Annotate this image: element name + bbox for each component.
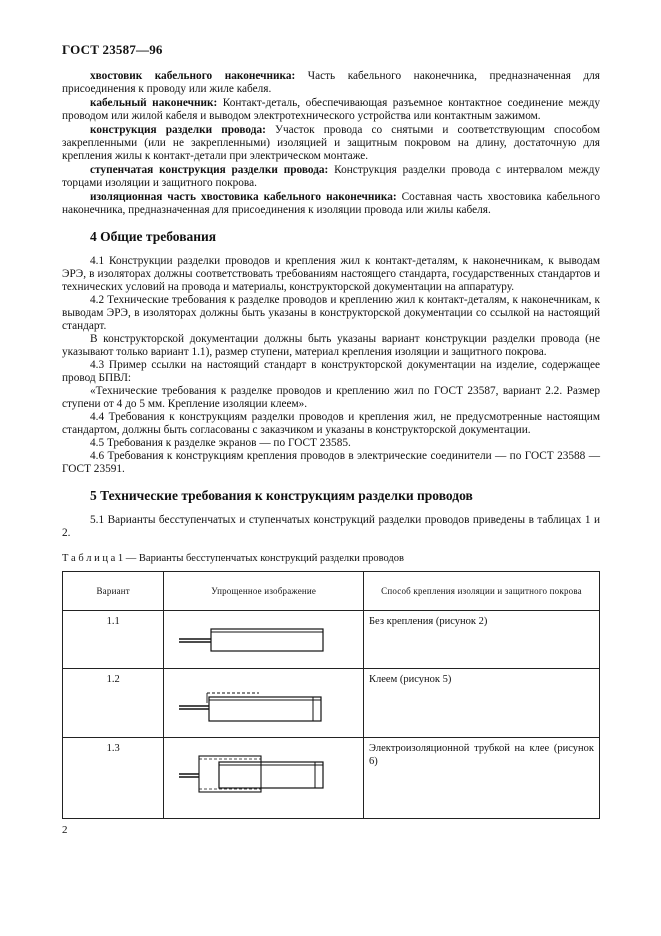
cell-variant: 1.2 [63, 669, 164, 738]
paragraph-4-2-cont: В конструкторской документации должны быть указаны вариант конструкции разделки провода (не указывают только вариант 1.1), размер ступени, материал крепления изоляции и защитного покрова. [62, 333, 600, 358]
paragraph-4-5: 4.5 Требования к разделке экранов — по ГОСТ 23585. [90, 437, 351, 449]
paragraph-4-6: 4.6 Требования к конструкциям крепления проводов в электрические соединители — по ГОСТ 23588 — ГОСТ 23591. [62, 450, 600, 475]
section-4-heading: 4 Общие требования [90, 229, 217, 244]
definition-text: Участок провода со снятыми и соответствующим способом закрепленными (или не закрепленными) изоляцией и защитным покровом на длину, достаточную для крепления жилы к контакт-детали при электрическом монтаже. [62, 124, 600, 162]
definition-tail-of-cable-lug [62, 70, 600, 96]
document-header: ГОСТ 23587—96 [62, 42, 163, 57]
wire-drawing-variant-1-3 [169, 742, 339, 804]
table-1 [62, 571, 600, 819]
table-row [63, 738, 600, 819]
table-header-row [63, 572, 600, 611]
definition-wire-stripping-construction [62, 124, 600, 163]
definition-term: ступенчатая конструкция разделки провода: [90, 164, 329, 176]
wire-drawing-variant-1-2 [169, 673, 339, 729]
section-5-heading: 5 Технические требования к конструкциям разделки проводов [90, 488, 473, 503]
definition-text: Контакт-деталь, обеспечивающая разъемное контактное соединение между проводом или жилой кабеля и выводом электротехнического устройства или контактным зажимом. [62, 97, 600, 122]
cell-method: Клеем (рисунок 5) [364, 669, 600, 738]
paragraph-4-2: 4.2 Технические требования к разделке проводов и креплению жил к контакт-деталям, к наконечникам, к выводам ЭРЭ, в изоляторах должны быть указаны в конструкторской документации со ссылкой на настоящий стандарт. [62, 294, 600, 332]
page-number: 2 [62, 824, 68, 836]
definition-text: Конструкция разделки провода с интервалом между торцами изоляции и защитного покрова. [62, 164, 600, 189]
cell-variant: 1.3 [63, 738, 164, 819]
paragraph-4-1: 4.1 Конструкции разделки проводов и крепления жил к контакт-деталям, к наконечникам, к выводам ЭРЭ, в изоляторах должны соответствовать требованиям настоящего стандарта, государственных стандартов и технических условий на провода и материалы, конструкторской документации на аппаратуру. [62, 255, 600, 293]
definition-insulating-tail-part [62, 191, 600, 217]
paragraph-4-4: 4.4 Требования к конструкциям разделки проводов и крепления жил, не предусмотренные настоящим стандартом, должны быть согласованы с заказчиком и указаны в конструкторской документации. [62, 411, 600, 436]
header-image: Упрощенное изображение [164, 572, 364, 611]
cell-method: Без крепления (рисунок 2) [364, 611, 600, 669]
paragraph-4-3: 4.3 Пример ссылки на настоящий стандарт в конструкторской документации на изделие, содержащее провод БПВЛ: [62, 359, 600, 384]
document-body [62, 70, 600, 819]
table-row [63, 669, 600, 738]
paragraph-5-1: 5.1 Варианты бесступенчатых и ступенчатых конструкций разделки проводов приведены в таблицах 1 и 2. [62, 514, 600, 539]
cell-method: Электроизоляционной трубкой на клее (рисунок 6) [364, 738, 600, 819]
definition-cable-lug [62, 97, 600, 123]
definition-term: хвостовик кабельного наконечника: [90, 70, 296, 82]
definition-text: Часть кабельного наконечника, предназначенная для присоединения к проводу или жиле кабеля. [62, 70, 600, 95]
definition-term: конструкция разделки провода: [90, 124, 266, 136]
definition-stepped-construction [62, 164, 600, 190]
definition-term: кабельный наконечник: [90, 97, 218, 109]
table-row [63, 611, 600, 669]
cell-variant: 1.1 [63, 611, 164, 669]
paragraph-4-3-example: «Технические требования к разделке проводов и креплению жил по ГОСТ 23587, вариант 2.2. Размер ступени от 4 до 5 мм. Крепление изоляции клеем». [62, 385, 600, 410]
definition-term: изоляционная часть хвостовика кабельного наконечника: [90, 191, 397, 203]
cell-image [164, 611, 364, 669]
wire-drawing-variant-1-1 [169, 615, 339, 655]
definition-text: Составная часть хвостовика кабельного наконечника, предназначенная для присоединения к изоляции провода или жилы кабеля. [62, 191, 600, 216]
table-1-caption: Т а б л и ц а 1 — Варианты бесступенчатых конструкций разделки проводов [62, 553, 404, 564]
header-variant: Вариант [63, 572, 164, 611]
header-method: Способ крепления изоляции и защитного покрова [364, 572, 600, 611]
cell-image [164, 669, 364, 738]
cell-image [164, 738, 364, 819]
